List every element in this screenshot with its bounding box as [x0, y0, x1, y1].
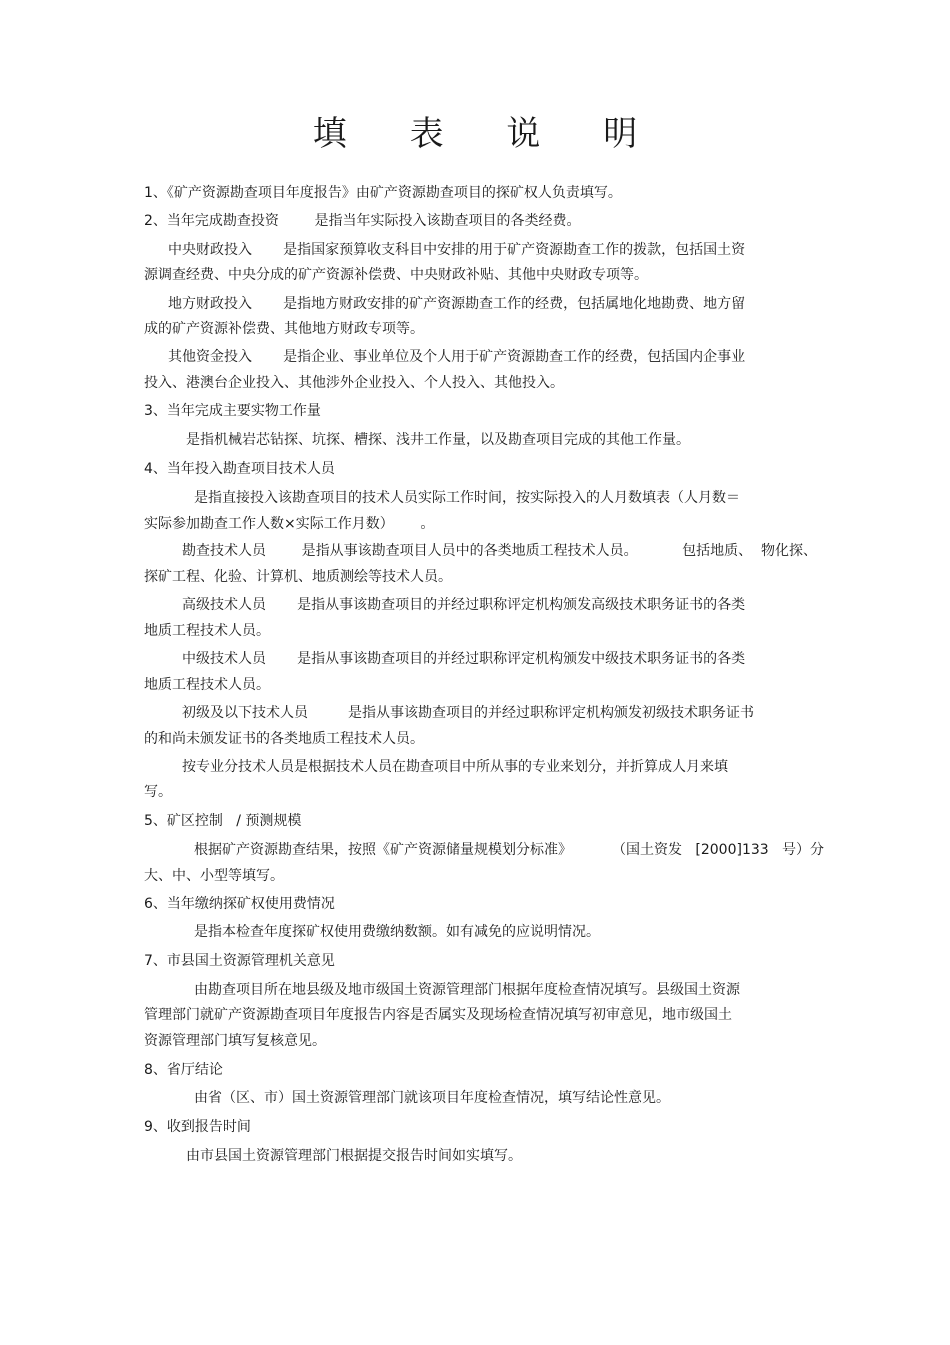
- item-7-description-2: 管理部门就矿产资源勘查项目年度报告内容是否属实及现场检查情况填写初审意见，地市级国土: [144, 1007, 732, 1023]
- item-8-heading: 8、省厅结论: [144, 1062, 223, 1078]
- item-5-description-1: 根据矿产资源勘查结果，按照《矿产资源储量规模划分标准》 （国土资发 [2000]133 号）分: [194, 842, 825, 858]
- senior-staff-line-2: 地质工程技术人员。: [144, 623, 270, 639]
- mid-staff-line-2: 地质工程技术人员。: [144, 677, 270, 693]
- item-8-description: 由省（区、市）国土资源管理部门就该项目年度检查情况，填写结论性意见。: [194, 1090, 670, 1106]
- item-1-line: 1、《矿产资源勘查项目年度报告》由矿产资源勘查项目的探矿权人负责填写。: [144, 185, 622, 201]
- local-funding-line-2: 成的矿产资源补偿费、其他地方财政专项等。: [144, 321, 424, 337]
- item-6-heading: 6、当年缴纳探矿权使用费情况: [144, 896, 335, 912]
- survey-staff-line-1: 勘查技术人员 是指从事该勘查项目人员中的各类地质工程技术人员。 包括地质、 物化探、: [182, 543, 818, 559]
- survey-staff-line-2: 探矿工程、化验、计算机、地质测绘等技术人员。: [144, 569, 452, 585]
- item-5-description-2: 大、中、小型等填写。: [144, 868, 284, 884]
- other-funding-line-2: 投入、港澳台企业投入、其他涉外企业投入、个人投入、其他投入。: [144, 375, 564, 391]
- page-title: 填 表 说 明: [312, 114, 664, 154]
- item-7-description-1: 由勘查项目所在地县级及地市级国土资源管理部门根据年度检查情况填写。县级国土资源: [194, 982, 740, 998]
- item-3-description: 是指机械岩芯钻探、坑探、槽探、浅井工作量，以及勘查项目完成的其他工作量。: [186, 432, 690, 448]
- local-funding-line-1: 地方财政投入 是指地方财政安排的矿产资源勘查工作的经费，包括属地化地勘费、地方留: [168, 296, 746, 312]
- central-funding-line-1: 中央财政投入 是指国家预算收支科目中安排的用于矿产资源勘查工作的拨款，包括国土资: [168, 242, 746, 258]
- item-7-heading: 7、市县国土资源管理机关意见: [144, 953, 335, 969]
- item-7-description-3: 资源管理部门填写复核意见。: [144, 1033, 326, 1049]
- item-2-line: 2、当年完成勘查投资 是指当年实际投入该勘查项目的各类经费。: [144, 213, 581, 229]
- mid-staff-line-1: 中级技术人员 是指从事该勘查项目的并经过职称评定机构颁发中级技术职务证书的各类: [182, 651, 746, 667]
- senior-staff-line-1: 高级技术人员 是指从事该勘查项目的并经过职称评定机构颁发高级技术职务证书的各类: [182, 597, 746, 613]
- other-funding-line-1: 其他资金投入 是指企业、事业单位及个人用于矿产资源勘查工作的经费，包括国内企事业: [168, 349, 746, 365]
- junior-staff-line-2: 的和尚未颁发证书的各类地质工程技术人员。: [144, 731, 424, 747]
- item-9-description: 由市县国土资源管理部门根据提交报告时间如实填写。: [186, 1148, 522, 1164]
- item-4-description-2: 实际参加勘查工作人数×实际工作月数） 。: [144, 516, 435, 532]
- item-4-heading: 4、当年投入勘查项目技术人员: [144, 461, 335, 477]
- item-5-heading: 5、矿区控制 / 预测规模: [144, 813, 302, 829]
- by-specialty-line-1: 按专业分技术人员是根据技术人员在勘查项目中所从事的专业来划分，并折算成人月来填: [182, 759, 728, 775]
- by-specialty-line-2: 写。: [144, 784, 172, 800]
- item-3-heading: 3、当年完成主要实物工作量: [144, 403, 321, 419]
- junior-staff-line-1: 初级及以下技术人员 是指从事该勘查项目的并经过职称评定机构颁发初级技术职务证书: [182, 705, 755, 721]
- item-4-description-1: 是指直接投入该勘查项目的技术人员实际工作时间，按实际投入的人月数填表（人月数＝: [194, 490, 740, 506]
- item-6-description: 是指本检查年度探矿权使用费缴纳数额。如有减免的应说明情况。: [194, 924, 600, 940]
- central-funding-line-2: 源调查经费、中央分成的矿产资源补偿费、中央财政补贴、其他中央财政专项等。: [144, 267, 648, 283]
- item-9-heading: 9、收到报告时间: [144, 1119, 251, 1135]
